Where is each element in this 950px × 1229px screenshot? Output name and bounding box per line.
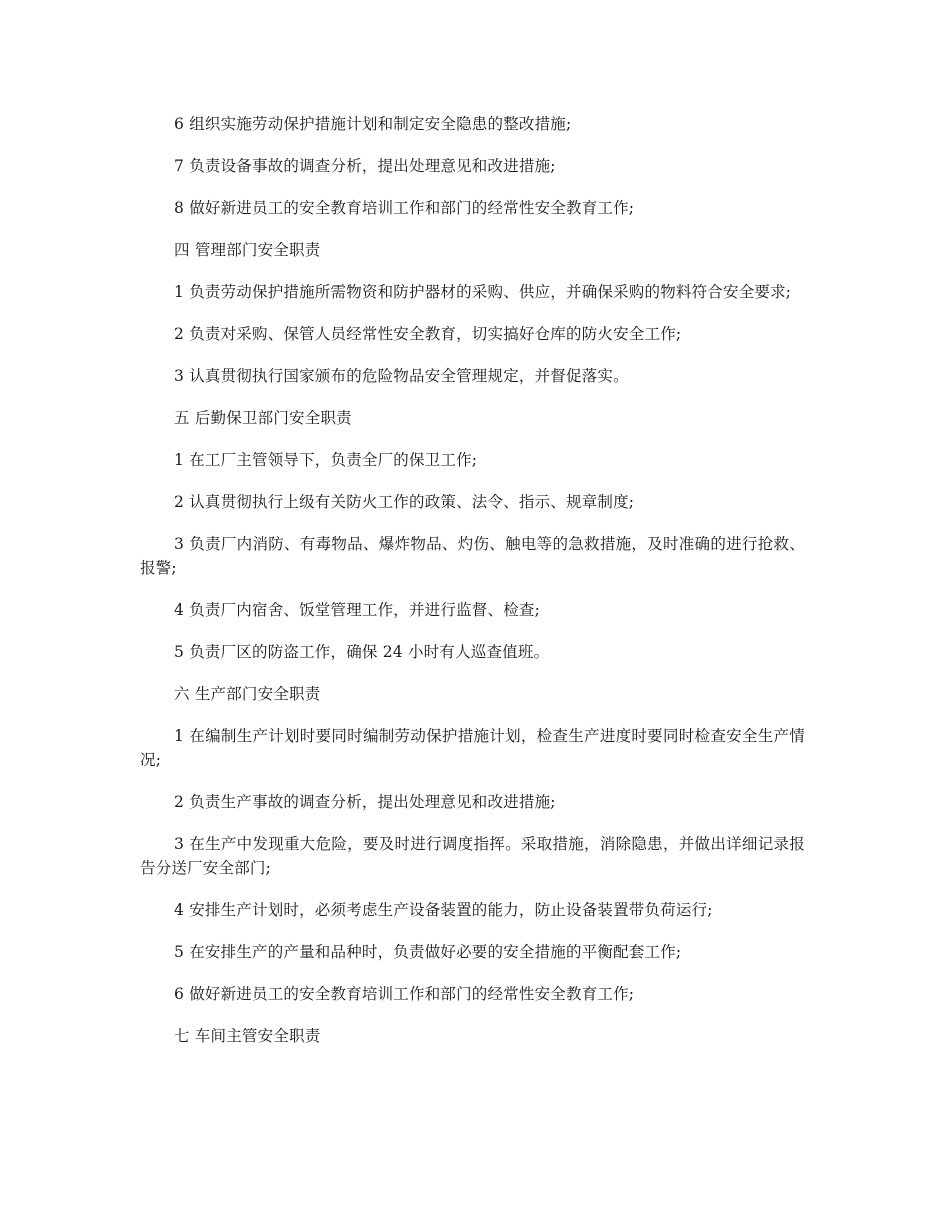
list-item: 7 负责设备事故的调查分析，提出处理意见和改进措施; bbox=[174, 157, 556, 175]
section-heading-logistics-security: 五 后勤保卫部门安全职责 bbox=[174, 409, 352, 427]
list-item: 3 认真贯彻执行国家颁布的危险物品安全管理规定，并督促落实。 bbox=[174, 367, 629, 385]
list-item: 1 在工厂主管领导下，负责全厂的保卫工作; bbox=[174, 451, 478, 469]
section-heading-management: 四 管理部门安全职责 bbox=[174, 241, 321, 259]
list-item: 3 负责厂内消防、有毒物品、爆炸物品、灼伤、触电等的急救措施，及时准确的进行抢救、报警; bbox=[140, 535, 805, 577]
list-item: 2 认真贯彻执行上级有关防火工作的政策、法令、指示、规章制度; bbox=[174, 493, 635, 511]
list-item: 6 组织实施劳动保护措施计划和制定安全隐患的整改措施; bbox=[174, 115, 572, 133]
document-body bbox=[140, 112, 805, 1066]
list-item: 4 安排生产计划时，必须考虑生产设备装置的能力，防止设备装置带负荷运行; bbox=[174, 901, 713, 919]
list-item: 5 在安排生产的产量和品种时，负责做好必要的安全措施的平衡配套工作; bbox=[174, 943, 682, 961]
list-item: 4 负责厂内宿舍、饭堂管理工作，并进行监督、检查; bbox=[174, 601, 541, 619]
list-item: 6 做好新进员工的安全教育培训工作和部门的经常性安全教育工作; bbox=[174, 985, 635, 1003]
list-item: 1 负责劳动保护措施所需物资和防护器材的采购、供应，并确保采购的物料符合安全要求; bbox=[174, 283, 792, 301]
list-item: 8 做好新进员工的安全教育培训工作和部门的经常性安全教育工作; bbox=[174, 199, 635, 217]
list-item: 3 在生产中发现重大危险，要及时进行调度指挥。采取措施，消除隐患，并做出详细记录报告分送厂安全部门; bbox=[140, 835, 805, 877]
list-item: 2 负责对采购、保管人员经常性安全教育，切实搞好仓库的防火安全工作; bbox=[174, 325, 682, 343]
section-heading-production: 六 生产部门安全职责 bbox=[174, 685, 321, 703]
list-item: 1 在编制生产计划时要同时编制劳动保护措施计划，检查生产进度时要同时检查安全生产情况; bbox=[140, 727, 805, 769]
list-item: 5 负责厂区的防盗工作，确保 24 小时有人巡查值班。 bbox=[174, 643, 550, 661]
list-item: 2 负责生产事故的调查分析，提出处理意见和改进措施; bbox=[174, 793, 556, 811]
section-heading-workshop-supervisor: 七 车间主管安全职责 bbox=[174, 1027, 321, 1045]
